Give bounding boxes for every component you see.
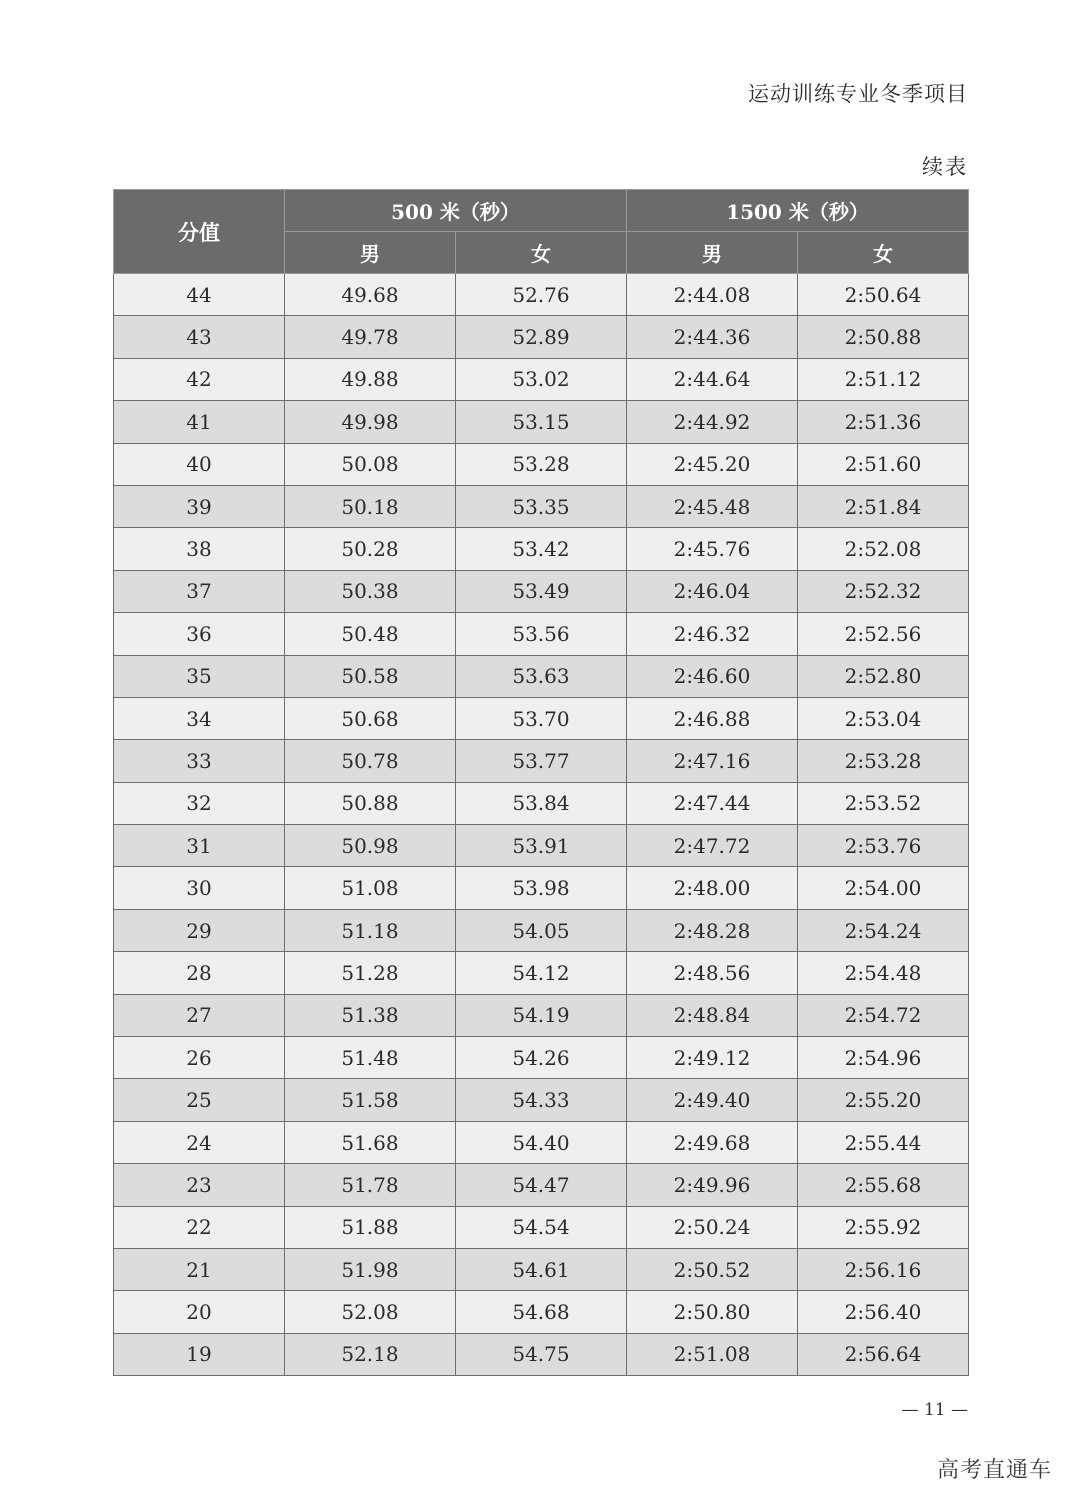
table-row: [114, 909, 969, 951]
time-1500m-female-cell: 2:51.60: [798, 443, 969, 485]
time-1500m-female-cell: 2:53.52: [798, 782, 969, 824]
table-row: [114, 1291, 969, 1333]
time-500m-male-cell: 50.98: [285, 825, 456, 867]
score-cell: 27: [114, 994, 285, 1036]
time-1500m-male-cell: 2:44.36: [627, 316, 798, 358]
time-500m-male-cell: 50.08: [285, 443, 456, 485]
time-500m-female-cell: 54.12: [456, 952, 627, 994]
time-1500m-male-cell: 2:48.84: [627, 994, 798, 1036]
score-cell: 25: [114, 1079, 285, 1121]
time-1500m-female-cell: 2:55.68: [798, 1164, 969, 1206]
time-500m-male-cell: 50.68: [285, 697, 456, 739]
score-cell: 23: [114, 1164, 285, 1206]
score-cell: 20: [114, 1291, 285, 1333]
score-cell: 33: [114, 740, 285, 782]
time-1500m-male-cell: 2:50.52: [627, 1248, 798, 1290]
time-500m-male-cell: 49.98: [285, 401, 456, 443]
time-1500m-female-cell: 2:54.96: [798, 1037, 969, 1079]
table-row: [114, 952, 969, 994]
time-1500m-female-cell: 2:51.84: [798, 485, 969, 527]
time-500m-female-cell: 54.05: [456, 909, 627, 951]
score-cell: 26: [114, 1037, 285, 1079]
time-1500m-male-cell: 2:47.72: [627, 825, 798, 867]
time-1500m-female-cell: 2:55.44: [798, 1121, 969, 1163]
score-cell: 37: [114, 570, 285, 612]
table-row: [114, 570, 969, 612]
time-500m-female-cell: 54.19: [456, 994, 627, 1036]
time-500m-female-cell: 54.54: [456, 1206, 627, 1248]
time-1500m-female-cell: 2:55.92: [798, 1206, 969, 1248]
time-1500m-female-cell: 2:54.24: [798, 909, 969, 951]
table-row: [114, 1248, 969, 1290]
time-500m-female-cell: 53.49: [456, 570, 627, 612]
time-1500m-male-cell: 2:49.40: [627, 1079, 798, 1121]
score-cell: 41: [114, 401, 285, 443]
time-500m-male-cell: 49.78: [285, 316, 456, 358]
time-500m-female-cell: 53.91: [456, 825, 627, 867]
time-1500m-male-cell: 2:46.88: [627, 697, 798, 739]
time-1500m-male-cell: 2:44.92: [627, 401, 798, 443]
time-1500m-female-cell: 2:52.80: [798, 655, 969, 697]
time-1500m-male-cell: 2:49.12: [627, 1037, 798, 1079]
subheader-500m-female: 女: [456, 232, 627, 274]
time-500m-female-cell: 54.33: [456, 1079, 627, 1121]
table-row: [114, 613, 969, 655]
score-cell: 39: [114, 485, 285, 527]
running-header: 运动训练专业冬季项目: [748, 82, 968, 106]
subheader-500m-male: 男: [285, 232, 456, 274]
time-1500m-male-cell: 2:50.80: [627, 1291, 798, 1333]
table-row: [114, 316, 969, 358]
table-row: [114, 782, 969, 824]
time-1500m-male-cell: 2:45.48: [627, 485, 798, 527]
table-header-row-groups: [114, 190, 969, 232]
time-500m-female-cell: 53.77: [456, 740, 627, 782]
time-1500m-female-cell: 2:51.12: [798, 358, 969, 400]
time-500m-female-cell: 53.56: [456, 613, 627, 655]
time-500m-male-cell: 51.98: [285, 1248, 456, 1290]
score-table: [113, 189, 969, 1376]
score-cell: 42: [114, 358, 285, 400]
time-500m-female-cell: 54.26: [456, 1037, 627, 1079]
table-row: [114, 867, 969, 909]
score-cell: 29: [114, 909, 285, 951]
time-1500m-female-cell: 2:54.72: [798, 994, 969, 1036]
watermark-text: 高考直通车: [936, 1458, 1052, 1483]
score-cell: 40: [114, 443, 285, 485]
time-1500m-female-cell: 2:52.08: [798, 528, 969, 570]
time-500m-female-cell: 53.15: [456, 401, 627, 443]
table-row: [114, 1164, 969, 1206]
time-1500m-male-cell: 2:44.08: [627, 274, 798, 316]
time-500m-male-cell: 51.18: [285, 909, 456, 951]
time-500m-male-cell: 51.58: [285, 1079, 456, 1121]
time-500m-female-cell: 54.40: [456, 1121, 627, 1163]
time-500m-male-cell: 51.78: [285, 1164, 456, 1206]
score-cell: 28: [114, 952, 285, 994]
score-cell: 44: [114, 274, 285, 316]
time-500m-male-cell: 50.18: [285, 485, 456, 527]
table-head: [114, 190, 969, 274]
time-1500m-male-cell: 2:48.00: [627, 867, 798, 909]
score-cell: 38: [114, 528, 285, 570]
time-1500m-male-cell: 2:46.04: [627, 570, 798, 612]
group-header-500m: 500 米（秒）: [285, 190, 627, 232]
time-1500m-female-cell: 2:53.76: [798, 825, 969, 867]
time-1500m-female-cell: 2:53.28: [798, 740, 969, 782]
time-500m-female-cell: 54.47: [456, 1164, 627, 1206]
time-500m-female-cell: 53.28: [456, 443, 627, 485]
score-cell: 35: [114, 655, 285, 697]
time-1500m-male-cell: 2:51.08: [627, 1333, 798, 1375]
time-1500m-male-cell: 2:48.56: [627, 952, 798, 994]
score-cell: 21: [114, 1248, 285, 1290]
table-row: [114, 697, 969, 739]
time-1500m-female-cell: 2:56.16: [798, 1248, 969, 1290]
time-500m-male-cell: 51.88: [285, 1206, 456, 1248]
time-500m-female-cell: 53.42: [456, 528, 627, 570]
table-row: [114, 1037, 969, 1079]
table-row: [114, 443, 969, 485]
time-1500m-male-cell: 2:48.28: [627, 909, 798, 951]
time-500m-male-cell: 50.48: [285, 613, 456, 655]
continued-label: 续表: [922, 155, 968, 179]
time-500m-female-cell: 52.76: [456, 274, 627, 316]
score-cell: 32: [114, 782, 285, 824]
table-row: [114, 401, 969, 443]
time-500m-female-cell: 52.89: [456, 316, 627, 358]
time-1500m-male-cell: 2:46.32: [627, 613, 798, 655]
time-500m-male-cell: 50.88: [285, 782, 456, 824]
time-500m-female-cell: 53.02: [456, 358, 627, 400]
time-500m-male-cell: 50.58: [285, 655, 456, 697]
time-500m-male-cell: 51.48: [285, 1037, 456, 1079]
time-500m-female-cell: 53.35: [456, 485, 627, 527]
table-row: [114, 740, 969, 782]
score-cell: 43: [114, 316, 285, 358]
score-cell: 31: [114, 825, 285, 867]
score-cell: 24: [114, 1121, 285, 1163]
time-500m-male-cell: 50.28: [285, 528, 456, 570]
time-500m-female-cell: 54.75: [456, 1333, 627, 1375]
table-row: [114, 1121, 969, 1163]
time-500m-female-cell: 53.63: [456, 655, 627, 697]
time-1500m-male-cell: 2:49.96: [627, 1164, 798, 1206]
time-1500m-female-cell: 2:50.64: [798, 274, 969, 316]
subheader-1500m-male: 男: [627, 232, 798, 274]
table-row: [114, 358, 969, 400]
score-cell: 30: [114, 867, 285, 909]
score-column-header: 分值: [114, 190, 285, 274]
time-1500m-male-cell: 2:45.20: [627, 443, 798, 485]
time-1500m-female-cell: 2:50.88: [798, 316, 969, 358]
table-row: [114, 655, 969, 697]
score-cell: 19: [114, 1333, 285, 1375]
time-500m-male-cell: 51.68: [285, 1121, 456, 1163]
table-row: [114, 528, 969, 570]
time-1500m-male-cell: 2:46.60: [627, 655, 798, 697]
time-500m-male-cell: 52.08: [285, 1291, 456, 1333]
table-body: [114, 274, 969, 1376]
table-row: [114, 274, 969, 316]
time-1500m-female-cell: 2:55.20: [798, 1079, 969, 1121]
time-500m-male-cell: 51.28: [285, 952, 456, 994]
table-row: [114, 994, 969, 1036]
time-1500m-female-cell: 2:52.56: [798, 613, 969, 655]
time-500m-female-cell: 53.84: [456, 782, 627, 824]
time-1500m-female-cell: 2:51.36: [798, 401, 969, 443]
time-500m-female-cell: 53.98: [456, 867, 627, 909]
time-1500m-male-cell: 2:47.16: [627, 740, 798, 782]
score-cell: 22: [114, 1206, 285, 1248]
time-500m-male-cell: 50.78: [285, 740, 456, 782]
time-1500m-female-cell: 2:56.40: [798, 1291, 969, 1333]
table-row: [114, 1333, 969, 1375]
group-header-1500m: 1500 米（秒）: [627, 190, 969, 232]
time-500m-female-cell: 54.68: [456, 1291, 627, 1333]
time-1500m-male-cell: 2:50.24: [627, 1206, 798, 1248]
time-1500m-female-cell: 2:54.00: [798, 867, 969, 909]
time-500m-male-cell: 49.68: [285, 274, 456, 316]
time-1500m-male-cell: 2:49.68: [627, 1121, 798, 1163]
time-1500m-male-cell: 2:44.64: [627, 358, 798, 400]
time-1500m-female-cell: 2:53.04: [798, 697, 969, 739]
table-row: [114, 485, 969, 527]
time-500m-male-cell: 51.38: [285, 994, 456, 1036]
time-500m-female-cell: 54.61: [456, 1248, 627, 1290]
time-500m-male-cell: 49.88: [285, 358, 456, 400]
time-500m-male-cell: 52.18: [285, 1333, 456, 1375]
table-row: [114, 825, 969, 867]
time-500m-female-cell: 53.70: [456, 697, 627, 739]
page-number: — 11 —: [901, 1400, 968, 1420]
time-1500m-female-cell: 2:54.48: [798, 952, 969, 994]
table-row: [114, 1206, 969, 1248]
score-cell: 34: [114, 697, 285, 739]
time-500m-male-cell: 51.08: [285, 867, 456, 909]
time-1500m-male-cell: 2:47.44: [627, 782, 798, 824]
time-500m-male-cell: 50.38: [285, 570, 456, 612]
table-row: [114, 1079, 969, 1121]
score-cell: 36: [114, 613, 285, 655]
time-1500m-female-cell: 2:52.32: [798, 570, 969, 612]
subheader-1500m-female: 女: [798, 232, 969, 274]
time-1500m-female-cell: 2:56.64: [798, 1333, 969, 1375]
time-1500m-male-cell: 2:45.76: [627, 528, 798, 570]
